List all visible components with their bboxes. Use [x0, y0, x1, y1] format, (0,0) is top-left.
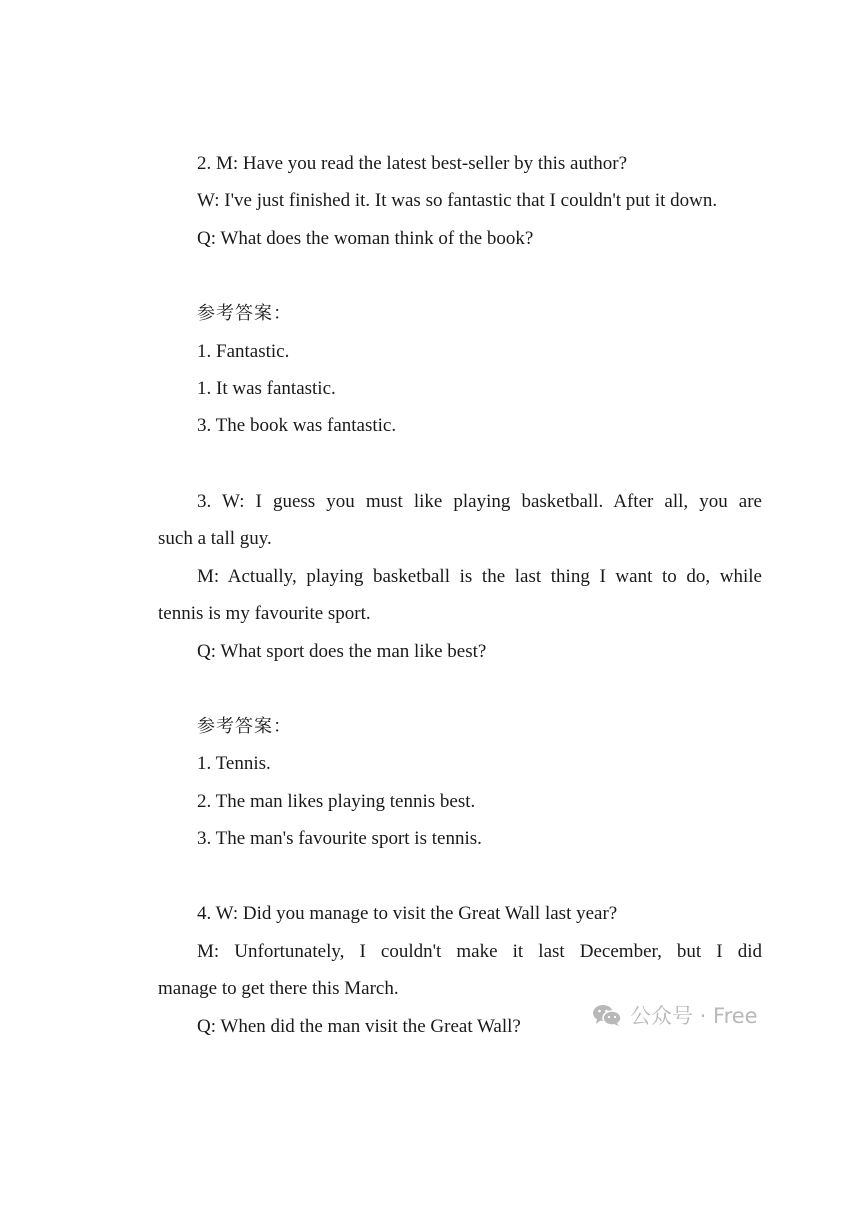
dialogue-2-q-line: Q: What does the woman think of the book? — [197, 228, 534, 249]
answer-item: 3. The man's favourite sport is tennis. — [197, 828, 482, 849]
dialogue-4-line-2: M: Unfortunately, I couldn't make it last December, but I did — [197, 941, 762, 962]
dialogue-3-line-1: 3. W: I guess you must like playing basketball. After all, you are — [197, 491, 762, 512]
answer-item: 3. The book was fantastic. — [197, 415, 397, 436]
dialogue-3-q-line: Q: What sport does the man like best? — [197, 641, 487, 662]
dialogue-3-line-3: M: Actually, playing basketball is the last thing I want to do, while — [197, 566, 762, 587]
dialogue-4-q-line: Q: When did the man visit the Great Wall? — [197, 1016, 521, 1037]
watermark-text: 公众号 · Free — [630, 1004, 758, 1028]
dialogue-2-question-line: 2. M: Have you read the latest best-seller by this author? — [197, 153, 628, 174]
answer-item: 2. The man likes playing tennis best. — [197, 791, 476, 812]
dialogue-2-response-line: W: I've just finished it. It was so fantastic that I couldn't put it down. — [197, 190, 718, 211]
wechat-icon — [592, 1003, 622, 1027]
dialogue-3-line-2: such a tall guy. — [158, 528, 272, 549]
dialogue-4-line-3: manage to get there this March. — [158, 978, 399, 999]
dialogue-4-line-1: 4. W: Did you manage to visit the Great Wall last year? — [197, 903, 618, 924]
answer-item: 1. It was fantastic. — [197, 378, 336, 399]
wechat-watermark — [592, 999, 778, 1031]
answer-heading: 参考答案： — [197, 716, 292, 737]
answer-item: 1. Fantastic. — [197, 341, 290, 362]
answer-heading: 参考答案： — [197, 303, 292, 324]
answer-item: 1. Tennis. — [197, 753, 271, 774]
dialogue-3-line-4: tennis is my favourite sport. — [158, 603, 371, 624]
